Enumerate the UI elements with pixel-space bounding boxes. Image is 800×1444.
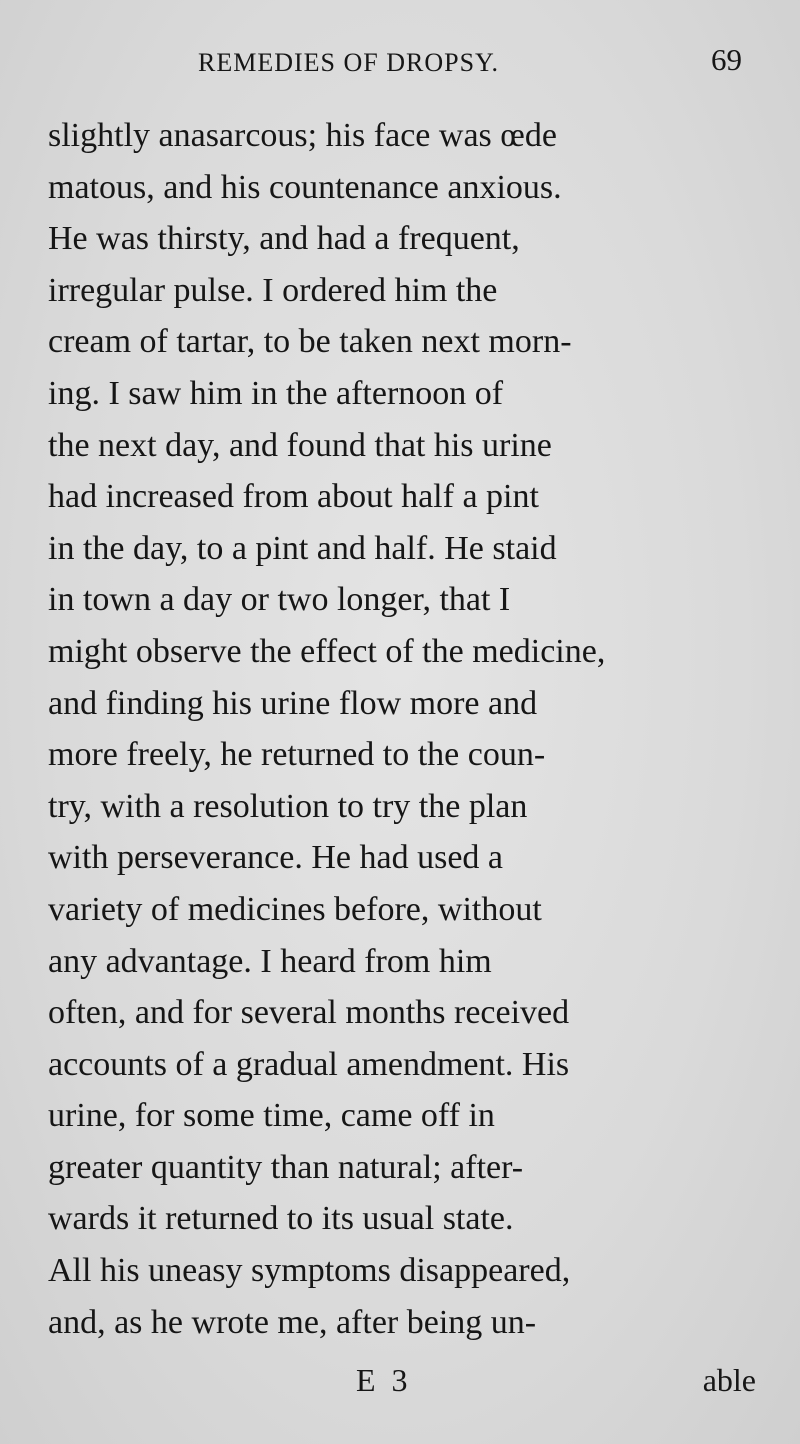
text-line: and finding his urine flow more and: [48, 684, 538, 722]
text-line: any advantage. I heard from him: [48, 942, 492, 980]
signature-mark: E 3: [356, 1362, 412, 1398]
text-line: irregular pulse. I ordered him the: [48, 271, 498, 309]
text-line: try, with a resolution to try the plan: [48, 787, 528, 825]
text-line: ing. I saw him in the afternoon of: [48, 374, 504, 412]
text-line: urine, for some time, came off in: [48, 1097, 495, 1135]
text-line: and, as he wrote me, after being un-: [48, 1303, 537, 1341]
page-footer: [48, 1362, 756, 1408]
text-line: often, and for several months received: [48, 994, 570, 1032]
text-line: with perseverance. He had used a: [48, 839, 504, 877]
text-line: more freely, he returned to the coun-: [48, 736, 546, 774]
text-line: in the day, to a pint and half. He staid: [48, 529, 557, 567]
text-line: He was thirsty, and had a frequent,: [48, 220, 520, 258]
text-line: slightly anasarcous; his face was œde: [48, 117, 557, 154]
text-line: had increased from about half a pint: [48, 478, 539, 516]
text-line: in town a day or two longer, that I: [48, 581, 511, 619]
catchword: able: [702, 1362, 756, 1398]
text-line: the next day, and found that his urine: [48, 426, 552, 464]
text-line: cream of tartar, to be taken next morn-: [48, 323, 572, 361]
text-line: wards it returned to its usual state.: [48, 1200, 514, 1238]
text-line: might observe the effect of the medicine,: [48, 632, 606, 670]
body-text: [48, 110, 746, 1348]
running-title: REMEDIES OF DROPSY.: [198, 48, 499, 77]
text-line: matous, and his countenance anxious.: [48, 168, 562, 206]
text-line: variety of medicines before, without: [48, 890, 542, 928]
text-line: accounts of a gradual amendment. His: [48, 1045, 570, 1083]
page-header: [48, 38, 746, 88]
page-number: 69: [711, 42, 742, 77]
text-line: All his uneasy symptoms disappeared,: [48, 1252, 571, 1290]
text-line: greater quantity than natural; after-: [48, 1148, 524, 1186]
